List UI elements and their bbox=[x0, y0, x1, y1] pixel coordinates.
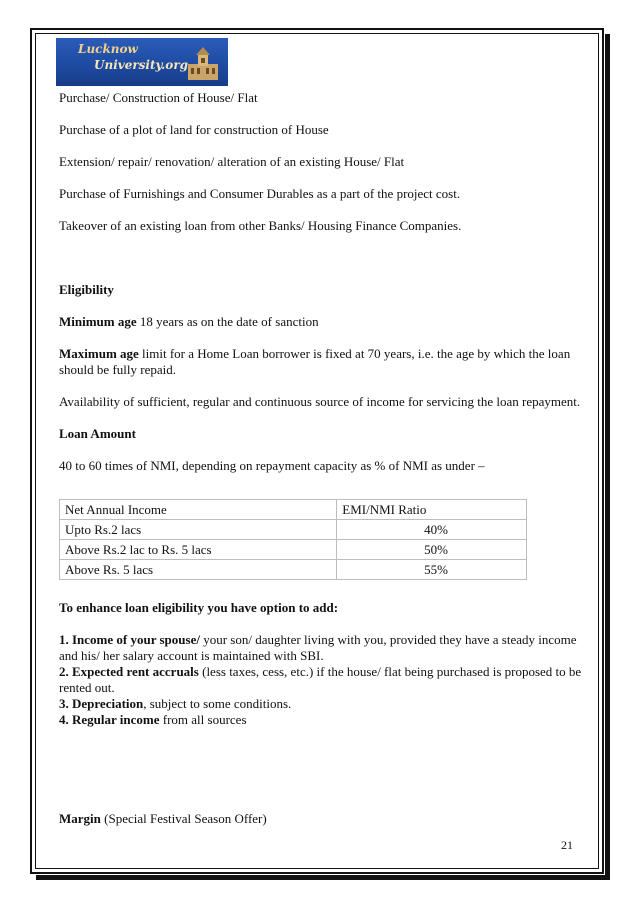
purpose-item: Extension/ repair/ renovation/ alteration of an existing House/ Flat bbox=[59, 154, 405, 169]
table-cell: Above Rs.2 lac to Rs. 5 lacs bbox=[60, 540, 337, 560]
table-cell: Above Rs. 5 lacs bbox=[60, 560, 337, 580]
margin-heading: Margin (Special Festival Season Offer) bbox=[59, 811, 267, 826]
table-cell: 50% bbox=[337, 540, 527, 560]
table-cell: 55% bbox=[337, 560, 527, 580]
page-number: 21 bbox=[561, 838, 573, 852]
enhance-heading: To enhance loan eligibility you have option to add: bbox=[59, 600, 339, 615]
emi-nmi-table bbox=[59, 499, 527, 580]
enhance-item: 4. Regular income from all sources bbox=[59, 712, 247, 727]
margin-section bbox=[59, 811, 584, 827]
enhance-item: 1. Income of your spouse/ your son/ daughter living with you, provided they have a steady income and his/ her salary account is maintained with SBI. bbox=[59, 632, 577, 663]
table-header-cell: EMI/NMI Ratio bbox=[337, 500, 527, 520]
minimum-age: Minimum age 18 years as on the date of sanction bbox=[59, 314, 319, 329]
purpose-item: Takeover of an existing loan from other Banks/ Housing Finance Companies. bbox=[59, 218, 462, 233]
table-header-row bbox=[60, 500, 527, 520]
document-body bbox=[59, 90, 584, 474]
eligibility-heading: Eligibility bbox=[59, 282, 114, 297]
purpose-item: Purchase of Furnishings and Consumer Durables as a part of the project cost. bbox=[59, 186, 461, 201]
lucknow-university-logo bbox=[56, 38, 228, 86]
table-row bbox=[60, 560, 527, 580]
loan-amount-text: 40 to 60 times of NMI, depending on repayment capacity as % of NMI as under – bbox=[59, 458, 485, 473]
table-row bbox=[60, 520, 527, 540]
table-cell: Upto Rs.2 lacs bbox=[60, 520, 337, 540]
income-requirement: Availability of sufficient, regular and continuous source of income for servicing the loan repayment. bbox=[59, 394, 581, 409]
table-cell: 40% bbox=[337, 520, 527, 540]
purpose-item: Purchase of a plot of land for construction of House bbox=[59, 122, 329, 137]
table-header-cell: Net Annual Income bbox=[60, 500, 337, 520]
enhance-item: 2. Expected rent accruals (less taxes, cess, etc.) if the house/ flat being purchased is proposed to be rented out. bbox=[59, 664, 582, 695]
logo-line2: University.org bbox=[94, 58, 189, 72]
enhance-section bbox=[59, 600, 584, 728]
university-building-icon bbox=[184, 44, 222, 82]
loan-amount-heading: Loan Amount bbox=[59, 426, 136, 441]
logo-line1: Lucknow bbox=[78, 42, 138, 56]
enhance-item: 3. Depreciation, subject to some conditions. bbox=[59, 696, 292, 711]
maximum-age: Maximum age limit for a Home Loan borrower is fixed at 70 years, i.e. the age by which the loan should be fully repaid. bbox=[59, 346, 571, 377]
table-row bbox=[60, 540, 527, 560]
purpose-item: Purchase/ Construction of House/ Flat bbox=[59, 90, 258, 105]
